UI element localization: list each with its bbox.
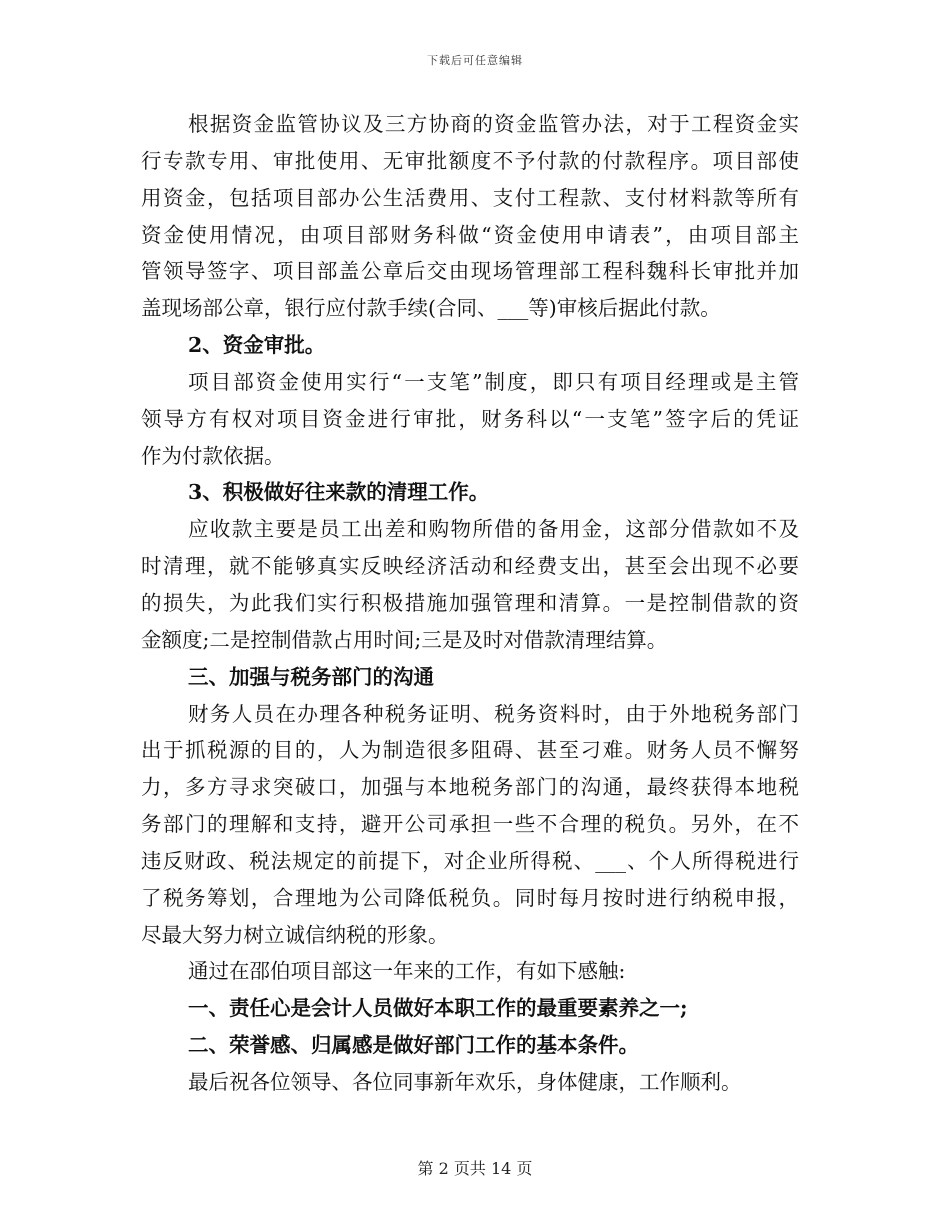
text-line: 时清理，就不能够真实反映经济活动和经费支出，甚至会出现不必要 [141,554,799,579]
text-line: 尽最大努力树立诚信纳税的形象。 [141,922,449,947]
text-line: 项目部资金使用实行“一支笔”制度，即只有项目经理或是主管 [188,369,799,394]
text-line: 通过在邵伯项目部这一年来的工作，有如下感触: [188,959,626,984]
text-line: 力，多方寻求突破口，加强与本地税务部门的沟通，最终获得本地税 [141,775,799,800]
text-line: 金额度;二是控制借款占用时间;三是及时对借款清理结算。 [141,627,668,652]
text-line: 根据资金监管协议及三方协商的资金监管办法，对于工程资金实 [188,112,799,136]
text-line: 作为付款依据。 [141,443,285,468]
page-footer: 第 2 页共 14 页 [417,1159,533,1178]
text-line: 领导方有权对项目资金进行审批，财务科以“一支笔”签字后的凭证 [141,406,799,431]
text-line: 违反财政、税法规定的前提下，对企业所得税、___、个人所得税进行 [141,848,799,873]
text-line: 资金使用情况，由项目部财务科做“资金使用申请表”，由项目部主 [141,222,799,247]
section-heading: 一、责任心是会计人员做好本职工作的最重要素养之一; [188,996,688,1021]
section-heading: 3、积极做好往来款的清理工作。 [188,480,490,505]
text-line: 出于抓税源的目的，人为制造很多阻碍、甚至刁难。财务人员不懈努 [141,738,799,763]
section-heading: 二、荣誉感、归属感是做好部门工作的基本条件。 [188,1033,639,1058]
text-line: 应收款主要是员工出差和购物所借的备用金，这部分借款如不及 [188,517,799,542]
text-line: 财务人员在办理各种税务证明、税务资料时，由于外地税务部门 [188,701,799,726]
text-line: 用资金，包括项目部办公生活费用、支付工程款、支付材料款等所有 [141,185,799,210]
section-heading: 2、资金审批。 [188,333,326,358]
text-line: 的损失，为此我们实行积极措施加强管理和清算。一是控制借款的资 [141,590,799,615]
text-line: 最后祝各位领导、各位同事新年欢乐，身体健康，工作顺利。 [188,1069,742,1094]
text-line: 务部门的理解和支持，避开公司承担一些不合理的税负。另外，在不 [141,812,799,837]
text-line: 行专款专用、审批使用、无审批额度不予付款的付款程序。项目部使 [141,148,799,173]
document-body [141,106,799,1101]
page-header: 下载后可任意编辑 [427,54,523,67]
section-heading: 三、加强与税务部门的沟通 [188,664,434,689]
text-line: 了税务筹划，合理地为公司降低税负。同时每月按时进行纳税申报， [141,885,799,910]
text-line: 管领导签字、项目部盖公章后交由现场管理部工程科魏科长审批并加 [141,259,799,284]
text-line: 盖现场部公章，银行应付款手续(合同、___等)审核后据此付款。 [141,296,721,321]
